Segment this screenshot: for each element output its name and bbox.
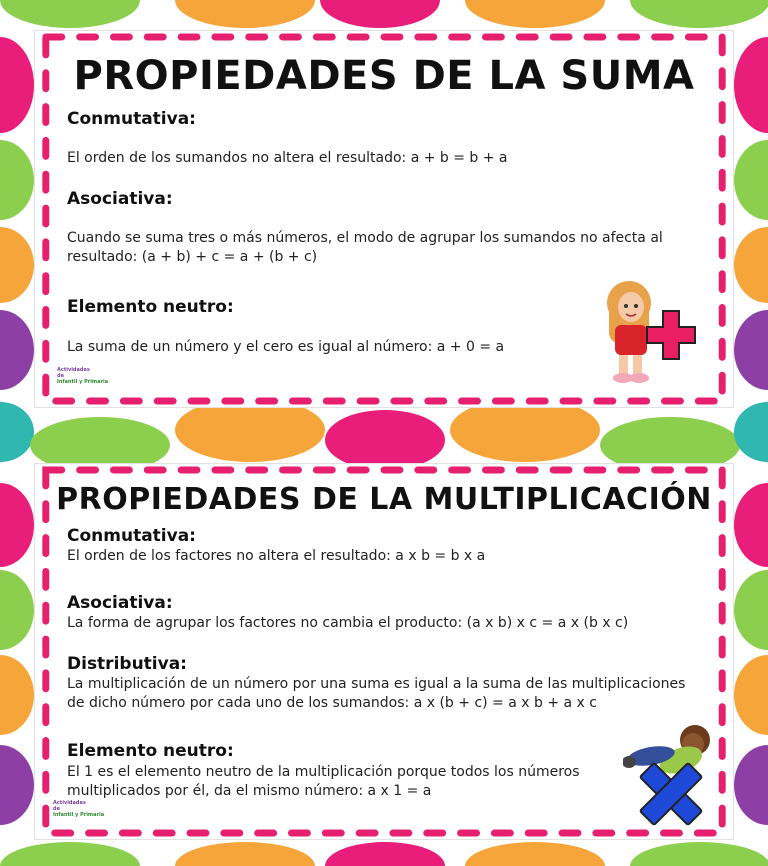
- heading-asociativa: Asociativa:: [67, 189, 173, 209]
- page-title: PROPIEDADES DE LA SUMA: [73, 53, 695, 99]
- card-multiplicacion: [34, 463, 734, 840]
- logo: Actividades de Infantil y Primaria: [53, 800, 105, 818]
- text-asociativa: Cuando se suma tres o más números, el modo de agrupar los sumandos no afecta al resultado: (a + b) + c = a + (b + c): [67, 230, 663, 265]
- text-elemento-neutro: El 1 es el elemento neutro de la multiplicación porque todos los números multiplicados por él, da el mismo número: a x 1 = a: [67, 764, 580, 799]
- card-suma: [34, 30, 734, 408]
- boy-with-times-icon: [623, 722, 723, 834]
- page-title: PROPIEDADES DE LA MULTIPLICACIÓN: [56, 482, 712, 517]
- text-conmutativa: El orden de los sumandos no altera el resultado: a + b = b + a: [67, 150, 508, 166]
- text-asociativa: La forma de agrupar los factores no cambia el producto: (a x b) x c = a x (b x c): [67, 615, 629, 631]
- text-conmutativa: El orden de los factores no altera el resultado: a x b = b x a: [67, 548, 486, 564]
- heading-conmutativa: Conmutativa:: [67, 526, 196, 546]
- heading-asociativa: Asociativa:: [67, 593, 173, 613]
- text-distributiva: La multiplicación de un número por una suma es igual a la suma de las multiplicaciones de dicho número por cada uno de los sumandos: a x (b + c) = a x b + a x c: [67, 676, 686, 711]
- text-elemento-neutro: La suma de un número y el cero es igual al número: a + 0 = a: [67, 339, 505, 355]
- girl-with-plus-icon: [601, 281, 711, 386]
- heading-conmutativa: Conmutativa:: [67, 109, 196, 129]
- heading-elemento-neutro: Elemento neutro:: [67, 741, 234, 761]
- logo: Actividades de Infantil y Primaria: [57, 367, 109, 385]
- heading-elemento-neutro: Elemento neutro:: [67, 297, 234, 317]
- heading-distributiva: Distributiva:: [67, 654, 187, 674]
